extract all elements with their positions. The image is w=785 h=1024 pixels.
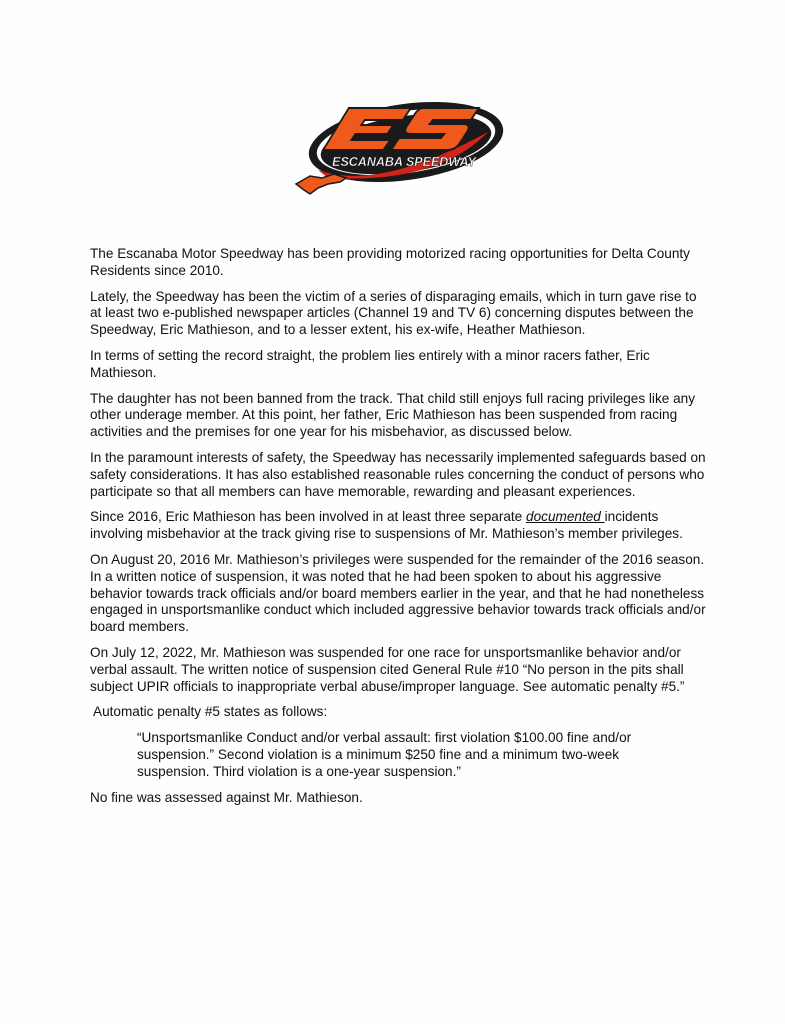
penalty-quote: “Unsportsmanlike Conduct and/or verbal assault: first violation $100.00 fine and/or suspension.” Second violation is a minimum $250 fine and a minimum two-week suspension. Third violation is a one-year suspension.” [137,730,632,779]
paragraph-9: Automatic penalty #5 states as follows: [93,704,328,720]
paragraph-10: No fine was assessed against Mr. Mathieson. [90,789,363,805]
paragraph-5: In the paramount interests of safety, the Speedway has necessarily implemented safeguards based on safety considerations. It has also established reasonable rules concerning the conduct of persons who participate so that all members can have memorable, rewarding and pleasant experiences. [90,449,706,499]
paragraph-6-start: Since 2016, Eric Mathieson has been involved in at least three separate [90,509,527,525]
paragraph-7: On August 20, 2016 Mr. Mathieson’s privileges were suspended for the remainder of the 2016 season. In a written notice of suspension, it was noted that he had been spoken to about his aggressive behavior towards track officials and/or board members earlier in the year, and that he had nonetheless engaged in unsportsmanlike conduct which included aggressive behavior towards track officials and/or board members. [90,551,706,635]
paragraph-6 [90,509,710,543]
paragraph-3: In terms of setting the record straight, the problem lies entirely with a minor racers father, Eric Mathieson. [90,347,650,380]
paragraph-4: The daughter has not been banned from the track. That child still enjoys full racing privileges like any other underage member. At this point, her father, Eric Mathieson has been suspended from racing activities and the premises for one year for his misbehavior, as discussed below. [90,390,696,440]
paragraph-1: The Escanaba Motor Speedway has been providing motorized racing opportunities for Delta County Residents since 2010. [90,246,690,278]
documented-emphasis: documented [526,509,605,525]
logo-text: ESCANABA SPEEDWAY [332,155,476,169]
letter-body [90,246,710,815]
paragraph-6-end: incidents involving misbehavior at the track giving rise to suspensions of Mr. Mathieson’s member privileges. [90,509,683,542]
paragraph-8: On July 12, 2022, Mr. Mathieson was suspended for one race for unsportsmanlike behavior and/or verbal assault. The written notice of suspension cited General Rule #10 “No person in the pits shall subject UPIR officials to inappropriate verbal abuse/improper language. See automatic penalty #5.” [90,644,685,694]
escanaba-speedway-logo [288,92,508,212]
paragraph-2: Lately, the Speedway has been the victim of a series of disparaging emails, which in turn gave rise to at least two e-published newspaper articles (Channel 19 and TV 6) concerning disputes between the Speedway, Eric Mathieson, and to a lesser extent, his ex-wife, Heather Mathieson. [90,288,697,338]
